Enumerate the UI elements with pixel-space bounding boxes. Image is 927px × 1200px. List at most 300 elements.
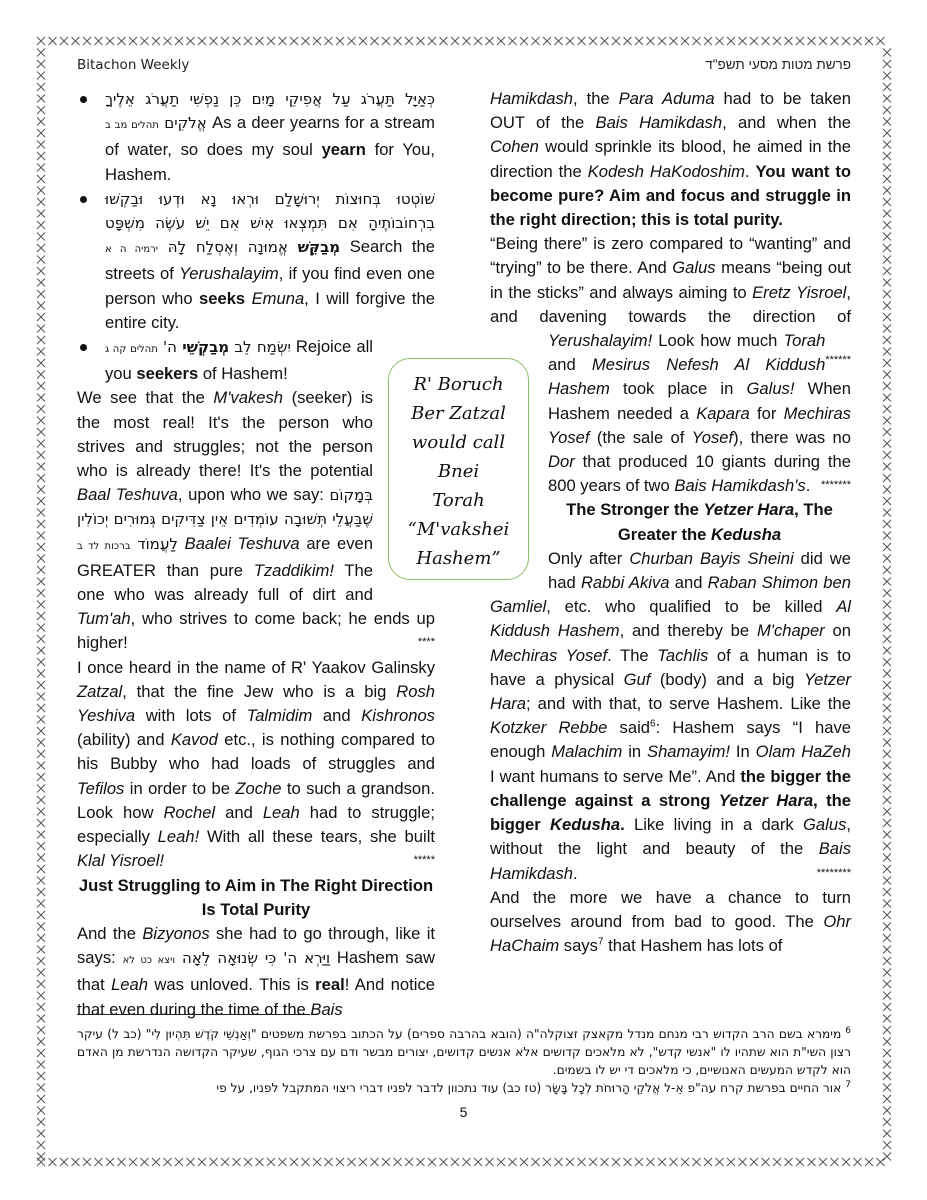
text-run: Bais Hamikdash's	[674, 476, 806, 496]
border-cross-icon	[37, 578, 45, 586]
border-cross-icon	[37, 647, 45, 655]
border-cross-icon	[831, 1158, 839, 1166]
border-cross-icon	[883, 152, 891, 160]
border-cross-icon	[187, 1158, 195, 1166]
border-cross-icon	[883, 417, 891, 425]
border-cross-icon	[497, 37, 505, 45]
border-cross-icon	[221, 1158, 229, 1166]
border-cross-icon	[37, 934, 45, 942]
text-run: took place in	[609, 379, 747, 399]
text-run: and	[548, 355, 592, 375]
border-cross-icon	[95, 37, 103, 45]
text-run: Only after	[548, 548, 630, 568]
border-cross-icon	[37, 739, 45, 747]
border-cross-icon	[37, 1084, 45, 1092]
border-cross-icon	[37, 221, 45, 229]
border-cross-icon	[474, 1158, 482, 1166]
text-run: Zoche	[235, 778, 282, 798]
border-cross-icon	[164, 37, 172, 45]
border-cross-icon	[187, 37, 195, 45]
footnote-number: 6	[845, 1025, 851, 1036]
text-run: Bais	[310, 999, 343, 1019]
border-cross-icon	[141, 1158, 149, 1166]
text-run: You want to become pure? Aim and focus and struggle in the right direction; this is total purity.	[490, 161, 851, 230]
border-cross-icon	[37, 923, 45, 931]
border-cross-icon	[819, 37, 827, 45]
footnote-ref: 7	[597, 936, 604, 948]
border-cross-icon	[497, 1158, 505, 1166]
border-cross-icon	[647, 1158, 655, 1166]
pull-quote-line: Bnei	[437, 461, 480, 482]
border-cross-icon	[37, 233, 45, 241]
border-cross-icon	[658, 1158, 666, 1166]
text-run: (ability) and	[77, 730, 171, 750]
text-run: had to struggle; especially	[77, 802, 435, 847]
border-cross-icon	[883, 463, 891, 471]
border-cross-icon	[37, 877, 45, 885]
border-cross-icon	[359, 1158, 367, 1166]
border-cross-icon	[37, 1141, 45, 1149]
border-cross-icon	[785, 1158, 793, 1166]
border-cross-icon	[883, 831, 891, 839]
border-cross-icon	[796, 37, 804, 45]
border-cross-icon	[555, 1158, 563, 1166]
border-cross-icon	[693, 1158, 701, 1166]
border-cross-icon	[118, 1158, 126, 1166]
border-cross-icon	[37, 1026, 45, 1034]
border-cross-icon	[37, 440, 45, 448]
border-cross-icon	[883, 141, 891, 149]
text-run: Hamikdash	[490, 89, 574, 108]
text-run: We see that the	[77, 388, 214, 408]
text-run: With all these tears, she built	[199, 827, 435, 847]
text-run: I once heard in the name of R' Yaakov Galinsky	[77, 657, 435, 677]
text-run: , that the fine Jew who is a big	[122, 681, 397, 701]
verse-item	[105, 87, 435, 187]
border-cross-icon	[83, 1158, 91, 1166]
border-cross-icon	[440, 1158, 448, 1166]
border-cross-icon	[883, 382, 891, 390]
text-run: Ohr HaChaim	[490, 911, 851, 956]
border-cross-icon	[463, 1158, 471, 1166]
border-cross-icon	[883, 325, 891, 333]
border-cross-icon	[290, 37, 298, 45]
text-run: and	[669, 573, 708, 593]
border-cross-icon	[37, 796, 45, 804]
border-cross-icon	[37, 727, 45, 735]
text-run: Yetzer Hara	[703, 500, 795, 520]
border-cross-icon	[302, 1158, 310, 1166]
border-cross-icon	[716, 1158, 724, 1166]
border-cross-icon	[883, 865, 891, 873]
text-run: Leah!	[157, 827, 200, 847]
border-cross-icon	[244, 1158, 252, 1166]
text-run: As a deer yearns for a stream of water, so does my soul	[105, 113, 436, 160]
border-cross-icon	[37, 336, 45, 344]
border-cross-icon	[883, 980, 891, 988]
border-cross-icon	[883, 175, 891, 183]
border-cross-icon	[883, 72, 891, 80]
border-cross-icon	[883, 1095, 891, 1103]
footnote-number: 7	[845, 1079, 851, 1090]
border-cross-icon	[290, 1158, 298, 1166]
border-cross-icon	[883, 279, 891, 287]
border-cross-icon	[883, 704, 891, 712]
border-cross-icon	[95, 1158, 103, 1166]
border-cross-icon	[152, 37, 160, 45]
border-cross-icon	[883, 566, 891, 574]
pull-quote-line: Hashem”	[416, 548, 501, 569]
right-column	[490, 87, 851, 958]
text-run: Tefilos	[77, 778, 125, 798]
border-cross-icon	[382, 1158, 390, 1166]
text-run: Leah	[111, 975, 148, 995]
border-cross-icon	[394, 1158, 402, 1166]
border-cross-icon	[37, 95, 45, 103]
border-cross-icon	[152, 1158, 160, 1166]
text-run: In	[730, 742, 756, 762]
border-cross-icon	[405, 37, 413, 45]
border-cross-icon	[37, 371, 45, 379]
text-run: Kodesh HaKodoshim	[587, 161, 745, 181]
border-cross-icon	[37, 1015, 45, 1023]
border-cross-icon	[37, 267, 45, 275]
text-run: . The	[607, 645, 658, 665]
border-cross-icon	[37, 566, 45, 574]
paragraph	[490, 547, 851, 886]
source-citation: ירמיה ה א	[105, 244, 159, 256]
border-cross-icon	[37, 152, 45, 160]
text-run: Kishronos	[361, 706, 435, 726]
source-citation: תהלים מב ב	[105, 120, 159, 132]
border-cross-icon	[658, 37, 666, 45]
text-run: Bais Hamikdash	[595, 113, 723, 133]
border-cross-icon	[693, 37, 701, 45]
section-separator: ********	[816, 866, 851, 879]
border-cross-icon	[612, 37, 620, 45]
border-cross-icon	[883, 1130, 891, 1138]
text-run	[178, 534, 185, 553]
border-cross-icon	[463, 37, 471, 45]
text-run: .	[620, 815, 625, 835]
border-cross-icon	[49, 1158, 57, 1166]
text-run: Talmidim	[246, 706, 313, 726]
border-cross-icon	[37, 175, 45, 183]
border-cross-icon	[883, 796, 891, 804]
text-run: And the	[77, 923, 143, 943]
border-cross-icon	[348, 1158, 356, 1166]
text-run: etc., is nothing compared to his Bubby who had loads of struggles and	[77, 730, 435, 774]
text-run: “Being there” is zero compared to “wanting” and “trying” to be there. And	[490, 234, 851, 278]
footnote	[77, 1079, 851, 1097]
border-cross-icon	[842, 37, 850, 45]
border-cross-icon	[37, 1003, 45, 1011]
border-cross-icon	[37, 1072, 45, 1080]
bullet-icon	[80, 196, 87, 203]
border-cross-icon	[37, 72, 45, 80]
text-run: for You, Hashem.	[105, 140, 435, 184]
text-run: Galus	[803, 815, 847, 835]
section-separator: *******	[821, 479, 851, 492]
border-cross-icon	[883, 210, 891, 218]
border-cross-icon	[716, 37, 724, 45]
text-run: Kedusha	[549, 815, 621, 835]
border-cross-icon	[704, 1158, 712, 1166]
border-cross-icon	[670, 1158, 678, 1166]
text-run: real	[315, 975, 345, 995]
border-cross-icon	[371, 1158, 379, 1166]
pull-quote-line: Ber Zatzal	[411, 403, 506, 424]
border-cross-icon	[589, 1158, 597, 1166]
border-cross-icon	[796, 1158, 804, 1166]
text-run: Guf	[623, 669, 651, 689]
text-run: with lots of	[135, 706, 247, 726]
text-run: Tzaddikim!	[253, 560, 334, 580]
border-cross-icon	[883, 727, 891, 735]
border-cross-icon	[37, 670, 45, 678]
border-cross-icon	[883, 589, 891, 597]
border-cross-icon	[37, 428, 45, 436]
text-run: Galus	[672, 258, 716, 278]
border-cross-icon	[883, 842, 891, 850]
border-cross-icon	[37, 382, 45, 390]
border-cross-icon	[883, 762, 891, 770]
text-run: ), there was no	[733, 427, 851, 447]
border-cross-icon	[37, 750, 45, 758]
text-run: yearn	[321, 140, 366, 160]
border-cross-icon	[37, 601, 45, 609]
border-cross-icon	[883, 693, 891, 701]
text-run: ; and with that, to serve Hashem. Like the	[525, 694, 851, 714]
border-cross-icon	[883, 934, 891, 942]
border-cross-icon	[37, 49, 45, 57]
border-cross-icon	[883, 785, 891, 793]
border-cross-icon	[883, 911, 891, 919]
footnote-ref: 6	[650, 718, 656, 730]
text-run: for	[749, 403, 784, 423]
border-cross-icon	[37, 129, 45, 137]
section-separator: ******	[825, 354, 851, 366]
border-cross-icon	[883, 497, 891, 505]
border-cross-icon	[543, 1158, 551, 1166]
text-run: Rochel	[163, 802, 216, 822]
border-cross-icon	[883, 348, 891, 356]
border-cross-icon	[359, 37, 367, 45]
text-run: Rabbi Akiva	[580, 573, 670, 593]
border-cross-icon	[670, 37, 678, 45]
border-cross-icon	[198, 1158, 206, 1166]
text-run: Raban Shimon ben Gamliel	[490, 573, 851, 617]
border-cross-icon	[129, 37, 137, 45]
border-cross-icon	[417, 1158, 425, 1166]
border-cross-icon	[509, 1158, 517, 1166]
border-cross-icon	[883, 83, 891, 91]
border-cross-icon	[37, 37, 45, 45]
border-cross-icon	[175, 37, 183, 45]
text-run: of a human is to have a physical	[490, 645, 851, 689]
section-heading: Just Struggling to Aim in The Right Direction Is Total Purity	[78, 875, 434, 919]
border-cross-icon	[210, 37, 218, 45]
border-cross-icon	[37, 394, 45, 402]
border-cross-icon	[60, 37, 68, 45]
text-run: seekers	[136, 364, 199, 384]
border-cross-icon	[883, 486, 891, 494]
text-run: Olam HaZeh	[755, 742, 852, 762]
border-cross-icon	[883, 198, 891, 206]
border-cross-icon	[37, 635, 45, 643]
text-run: Torah	[783, 331, 826, 351]
border-cross-icon	[883, 1153, 891, 1161]
border-cross-icon	[428, 1158, 436, 1166]
border-cross-icon	[883, 808, 891, 816]
text-run: When Hashem needed a	[548, 379, 852, 423]
text-run: The one who was already full of dirt and	[77, 560, 374, 605]
border-cross-icon	[883, 635, 891, 643]
border-cross-icon	[37, 854, 45, 862]
border-cross-icon	[37, 509, 45, 517]
text-run: מְבַקְשֵׁי	[182, 338, 230, 357]
border-cross-icon	[37, 693, 45, 701]
border-cross-icon	[37, 463, 45, 471]
border-cross-icon	[106, 37, 114, 45]
footnote-text: מימרא בשם הרב הקדוש רבי מנחם מנדל מקאצק זצוקלה"ה (הובא בהרבה ספרים) על הכתוב בפרשת משפטים "וְאַנְשֵׁי קֹדֶשׁ תִּהְיוּן לִי" (כב ל) עיקר רצון השי"ת הוא שתהיו לו "אנשי קדש", לא מלאכים קדושים אלא אנשים קדושים, יצורים מבשר ודם עם צרכי הגוף, שעיקר הקדושה הנדרשת מן האדם הוא לקדש המעשים האנושיים, כי מלאכים די יש לו בשמים.	[77, 1027, 851, 1077]
border-cross-icon	[325, 1158, 333, 1166]
text-run: Cohen	[490, 137, 539, 157]
text-run: on	[824, 621, 851, 641]
text-run: , upon who we say:	[177, 485, 330, 505]
border-cross-icon	[37, 785, 45, 793]
border-cross-icon	[883, 290, 891, 298]
border-cross-icon	[37, 555, 45, 563]
text-run: , and when the	[722, 113, 851, 133]
border-cross-icon	[883, 313, 891, 321]
text-run: Kotzker Rebbe	[490, 718, 608, 738]
border-cross-icon	[486, 37, 494, 45]
border-cross-icon	[279, 37, 287, 45]
text-run: that produced 10 giants during the 800 years of two	[548, 452, 851, 496]
border-cross-icon	[37, 451, 45, 459]
text-run: Mechiras Yosef	[490, 645, 608, 665]
border-cross-icon	[883, 1061, 891, 1069]
border-cross-icon	[819, 1158, 827, 1166]
text-run: יִשְׂמַח לֵב	[229, 338, 291, 357]
text-run: , and davening towards the direction of	[490, 282, 851, 326]
border-cross-icon	[883, 877, 891, 885]
border-cross-icon	[883, 1003, 891, 1011]
verse-item	[105, 335, 435, 386]
border-cross-icon	[739, 37, 747, 45]
border-cross-icon	[37, 290, 45, 298]
border-cross-icon	[883, 359, 891, 367]
text-run: וַיַּרְא ה' כִּי שְׂנוּאָה לֵאָה	[175, 949, 331, 968]
text-run: the bigger the challenge against a strong	[490, 766, 851, 810]
paragraph	[490, 886, 851, 959]
border-cross-icon	[883, 612, 891, 620]
border-cross-icon	[883, 1049, 891, 1057]
border-cross-icon	[37, 658, 45, 666]
border-cross-icon	[647, 37, 655, 45]
text-run: בְּמָקוֹם שֶׁבַּעֲלֵי תְּשׁוּבָה עוֹמְדִים אֵין צַדִּיקִים גְּמוּרִים יְכוֹלִין לַעֲמוֹד	[77, 486, 373, 553]
border-cross-icon	[37, 1153, 45, 1161]
section-separator: *****	[413, 854, 435, 867]
border-cross-icon	[555, 37, 563, 45]
border-cross-icon	[175, 1158, 183, 1166]
bullet-icon	[80, 96, 87, 103]
border-cross-icon	[635, 37, 643, 45]
border-cross-icon	[883, 451, 891, 459]
page-number: 5	[459, 1104, 468, 1120]
border-cross-icon	[883, 543, 891, 551]
border-cross-icon	[877, 37, 885, 45]
border-cross-icon	[883, 60, 891, 68]
border-cross-icon	[883, 532, 891, 540]
text-run: M'vakesh	[213, 388, 283, 408]
border-cross-icon	[883, 95, 891, 103]
parsha-title: פרשת מטות מסעי תשפ"ד	[705, 57, 851, 72]
text-run: Search the streets of	[105, 237, 435, 284]
text-run: Yetzer Hara	[718, 790, 814, 810]
text-run: Mesirus Nefesh Al Kiddush Hashem	[548, 355, 826, 399]
border-cross-icon	[808, 37, 816, 45]
border-cross-icon	[256, 1158, 264, 1166]
border-cross-icon	[72, 1158, 80, 1166]
footnote-divider	[77, 1014, 310, 1015]
border-cross-icon	[37, 762, 45, 770]
border-cross-icon	[883, 773, 891, 781]
border-cross-icon	[428, 37, 436, 45]
border-cross-icon	[37, 313, 45, 321]
border-cross-icon	[37, 210, 45, 218]
border-cross-icon	[348, 37, 356, 45]
border-cross-icon	[883, 716, 891, 724]
border-cross-icon	[141, 37, 149, 45]
border-cross-icon	[37, 704, 45, 712]
border-cross-icon	[509, 37, 517, 45]
text-run: Mechiras Yosef	[548, 403, 851, 447]
border-cross-icon	[37, 141, 45, 149]
text-run: Al Kiddush Hashem	[490, 597, 851, 641]
border-cross-icon	[37, 187, 45, 195]
text-run: I want humans to serve Me”. And	[490, 766, 741, 786]
text-run: אֱמוּנָה וְאֶסְלַח לָהּ	[158, 238, 298, 257]
paragraph	[77, 922, 435, 1022]
border-cross-icon	[37, 865, 45, 873]
border-cross-icon	[256, 37, 264, 45]
border-cross-icon	[762, 37, 770, 45]
border-cross-icon	[37, 624, 45, 632]
text-run: Hashem saw that	[77, 948, 435, 995]
border-cross-icon	[37, 980, 45, 988]
text-run: (body) and a big	[650, 669, 804, 689]
border-cross-icon	[37, 359, 45, 367]
border-cross-icon	[681, 37, 689, 45]
text-run: The Stronger the	[566, 500, 704, 520]
border-cross-icon	[267, 37, 275, 45]
border-cross-icon	[37, 831, 45, 839]
text-run: Kedusha	[711, 524, 782, 544]
text-run: , if you find even one person who	[105, 264, 435, 308]
text-run: Like living in a dark	[624, 815, 804, 835]
border-cross-icon	[37, 417, 45, 425]
text-run: Para Aduma	[618, 89, 715, 108]
border-cross-icon	[37, 256, 45, 264]
border-cross-icon	[883, 49, 891, 57]
border-cross-icon	[578, 1158, 586, 1166]
border-cross-icon	[883, 854, 891, 862]
border-cross-icon	[635, 1158, 643, 1166]
text-run: Yetzer Hara	[490, 669, 851, 714]
bullet-icon	[80, 344, 87, 351]
